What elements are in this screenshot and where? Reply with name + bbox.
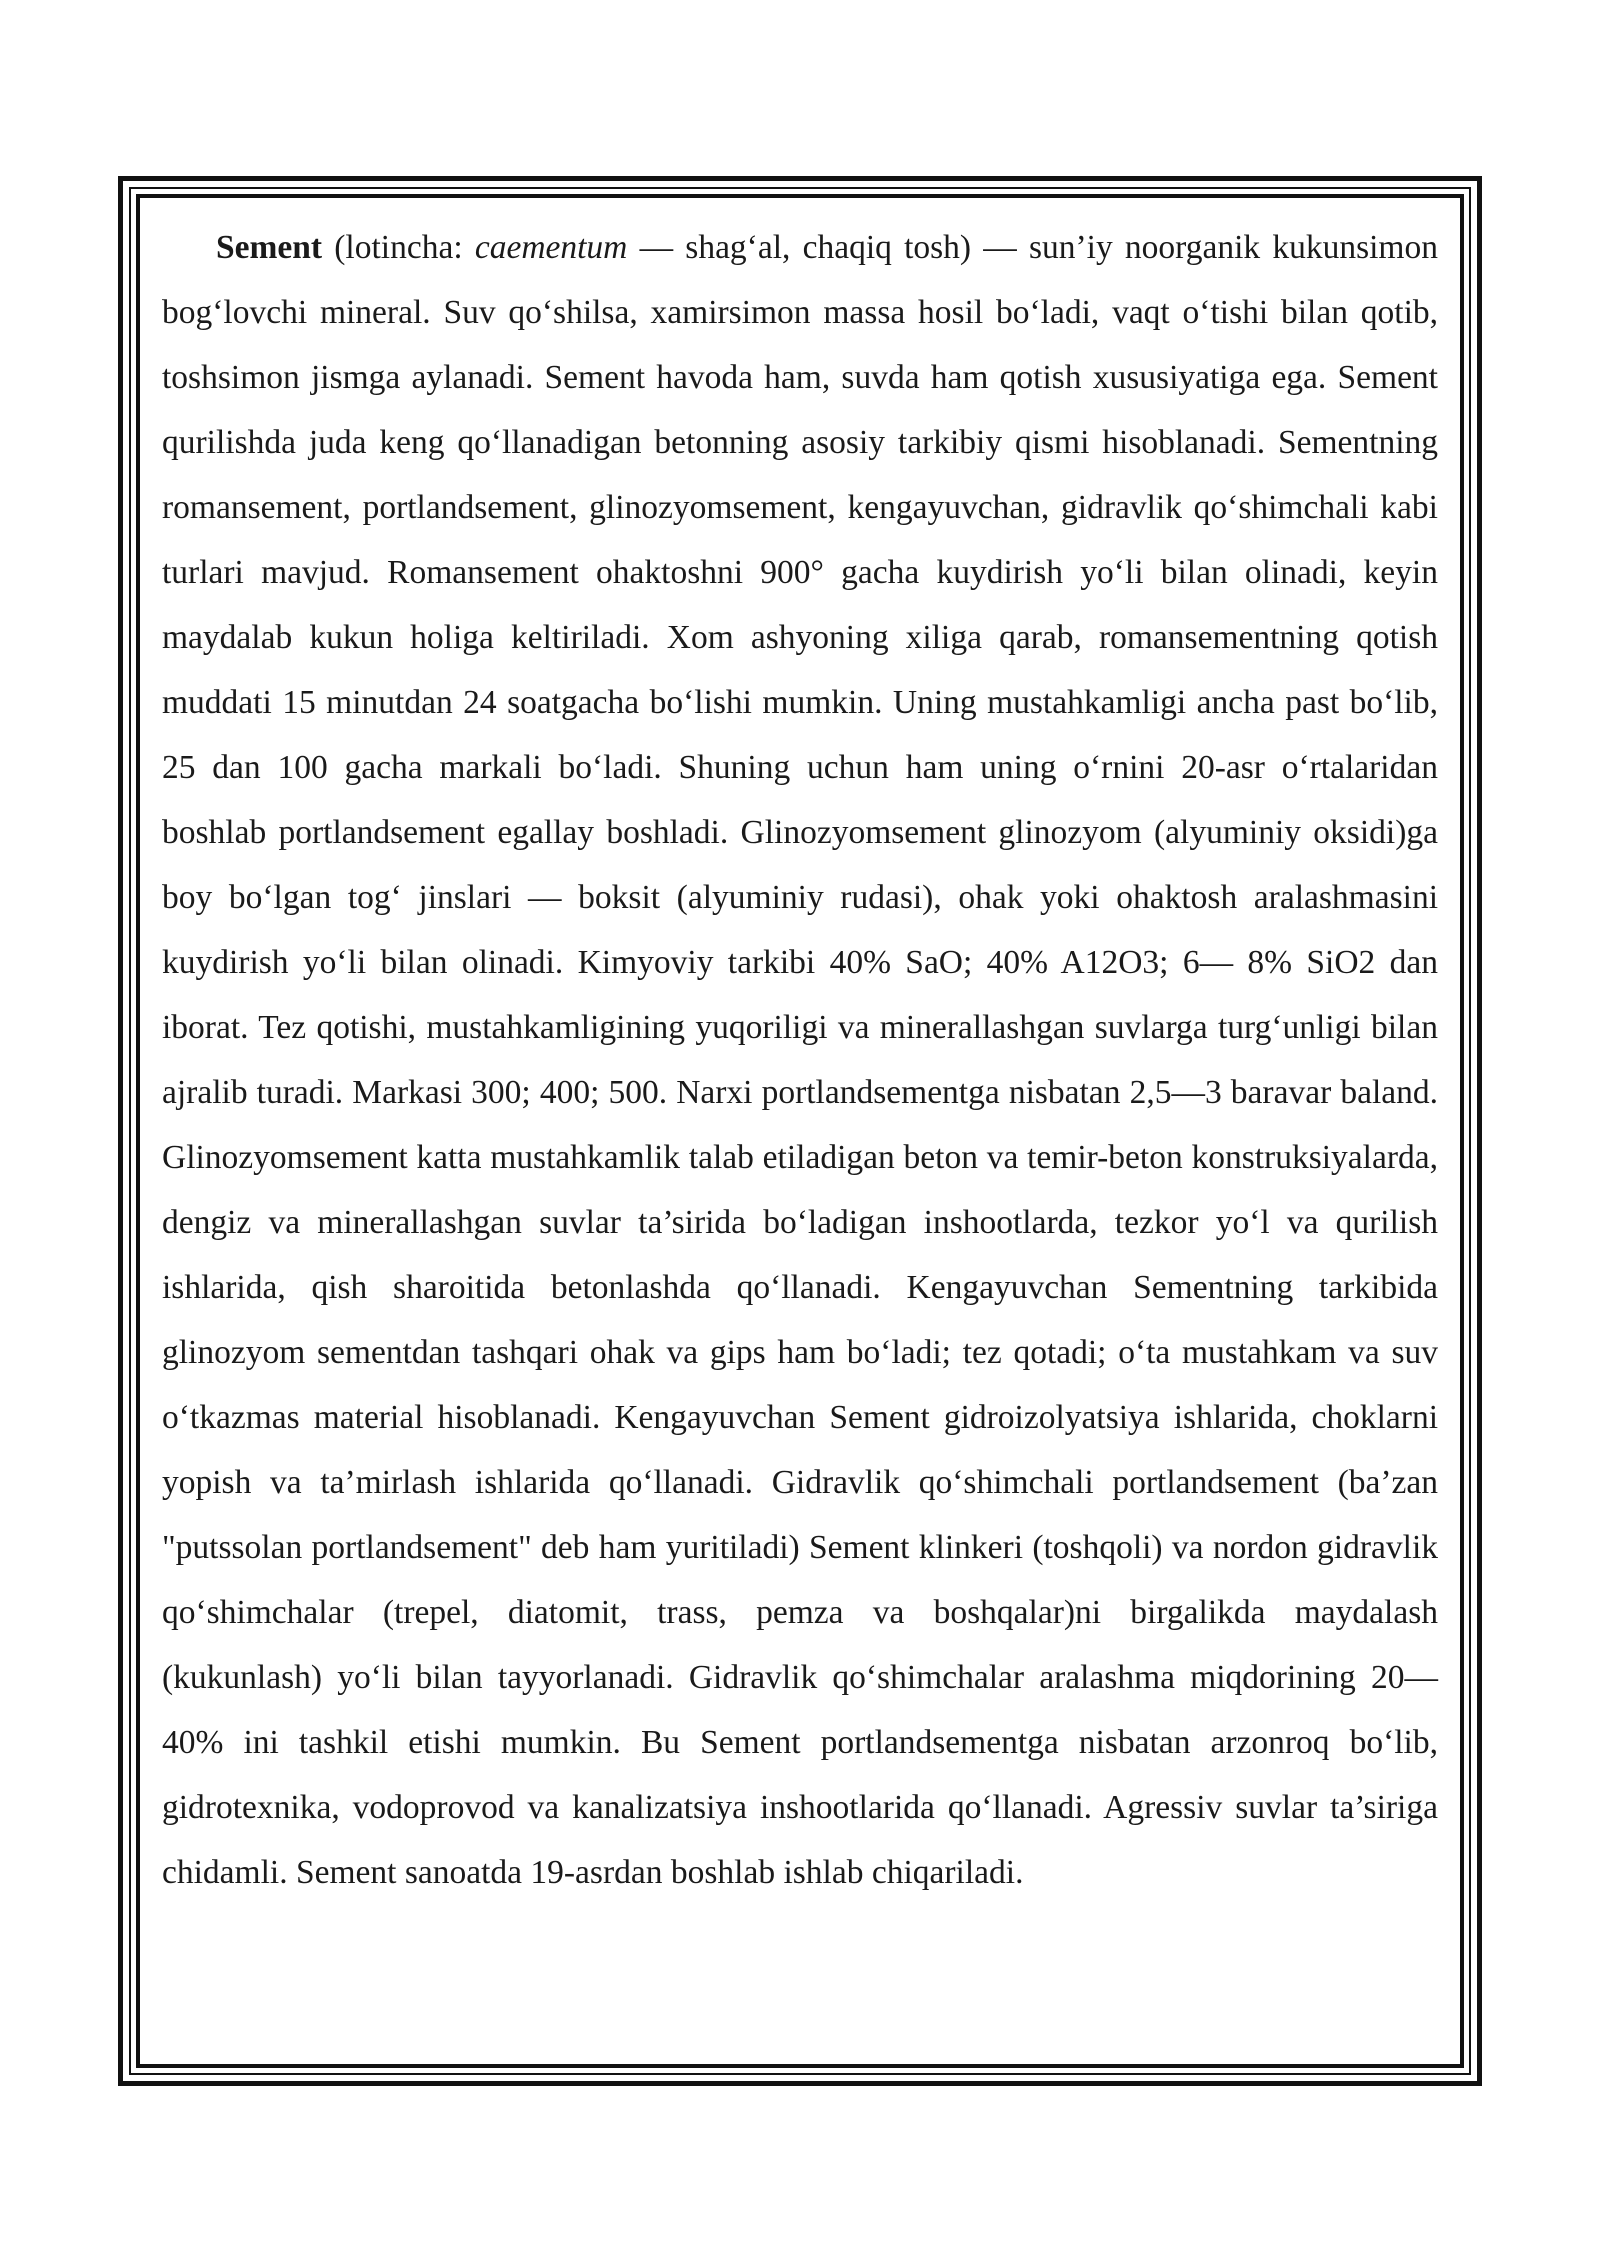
page-border-innermost	[136, 194, 1464, 2068]
article-paragraph	[162, 215, 1438, 1905]
article-latin-word: caementum	[474, 229, 628, 266]
article-term: Sement	[216, 229, 323, 266]
article-body-text: — shag‘al, chaqiq tosh) — sun’iy noorganik kukunsimon bog‘lovchi mineral. Suv qo‘shilsa, xamirsimon massa hosil bo‘ladi, vaqt o‘tishi bilan qotib, toshsimon jismga aylanadi. Sement havoda ham, suvda ham qotish xususiyatiga ega. Sement qurilishda juda keng qo‘llanadigan betonning asosiy tarkibiy qismi hisoblanadi. Sementning romansement, portlandsement, glinozyomsement, kengayuvchan, gidravlik qo‘shimchali kabi turlari mavjud. Romansement ohaktoshni 900° gacha kuydirish yo‘li bilan olinadi, keyin maydalab kukun holiga keltiriladi. Xom ashyoning xiliga qarab, romansementning qotish muddati 15 minutdan 24 soatgacha bo‘lishi mumkin. Uning mustahkamligi ancha past bo‘lib, 25 dan 100 gacha markali bo‘ladi. Shuning uchun ham uning o‘rnini 20-asr o‘rtalaridan boshlab portlandsement egallay boshladi. Glinozyomsement glinozyom (alyuminiy oksidi)ga boy bo‘lgan tog‘ jinslari — boksit (alyuminiy rudasi), ohak yoki ohaktosh aralashmasini kuydirish yo‘li bilan olinadi. Kimyoviy tarkibi 40% SaO; 40% A12O3; 6— 8% SiO2 dan iborat. Tez qotishi, mustahkamligining yuqoriligi va minerallashgan suvlarga turg‘unligi bilan ajralib turadi. Markasi 300; 400; 500. Narxi portlandsementga nisbatan 2,5—3 baravar baland. Glinozyomsement katta mustahkamlik talab etiladigan beton va temir-beton konstruksiyalarda, dengiz va minerallashgan suvlar ta’sirida bo‘ladigan inshootlarda, tezkor yo‘l va qurilish ishlarida, qish sharoitida betonlashda qo‘llanadi. Kengayuvchan Sementning tarkibida glinozyom sementdan tashqari ohak va gips ham bo‘ladi; tez qotadi; o‘ta mustahkam va suv o‘tkazmas material hisoblanadi. Kengayuvchan Sement gidroizolyatsiya ishlarida, choklarni yopish va ta’mirlash ishlarida qo‘llanadi. Gidravlik qo‘shimchali portlandsement (ba’zan "putssolan portlandsement" deb ham yuritiladi) Sement klinkeri (toshqoli) va nordon gidravlik qo‘shimchalar (trepel, diatomit, trass, pemza va boshqalar)ni birgalikda maydalash (kukunlash) yo‘li bilan tayyorlanadi. Gidravlik qo‘shimchalar aralashma miqdorining 20—40% ini tashkil etishi mumkin. Bu Sement portlandsementga nisbatan arzonroq bo‘lib, gidrotexnika, vodoprovod va kanalizatsiya inshootlarida qo‘llanadi. Agressiv suvlar ta’siriga chidamli. Sement sanoatda 19-asrdan boshlab ishlab chiqariladi.	[162, 229, 1438, 1891]
page-border-inner-line	[129, 187, 1471, 2075]
article-intro-open: (lotincha:	[322, 229, 475, 266]
page-border-frame	[118, 176, 1482, 2086]
